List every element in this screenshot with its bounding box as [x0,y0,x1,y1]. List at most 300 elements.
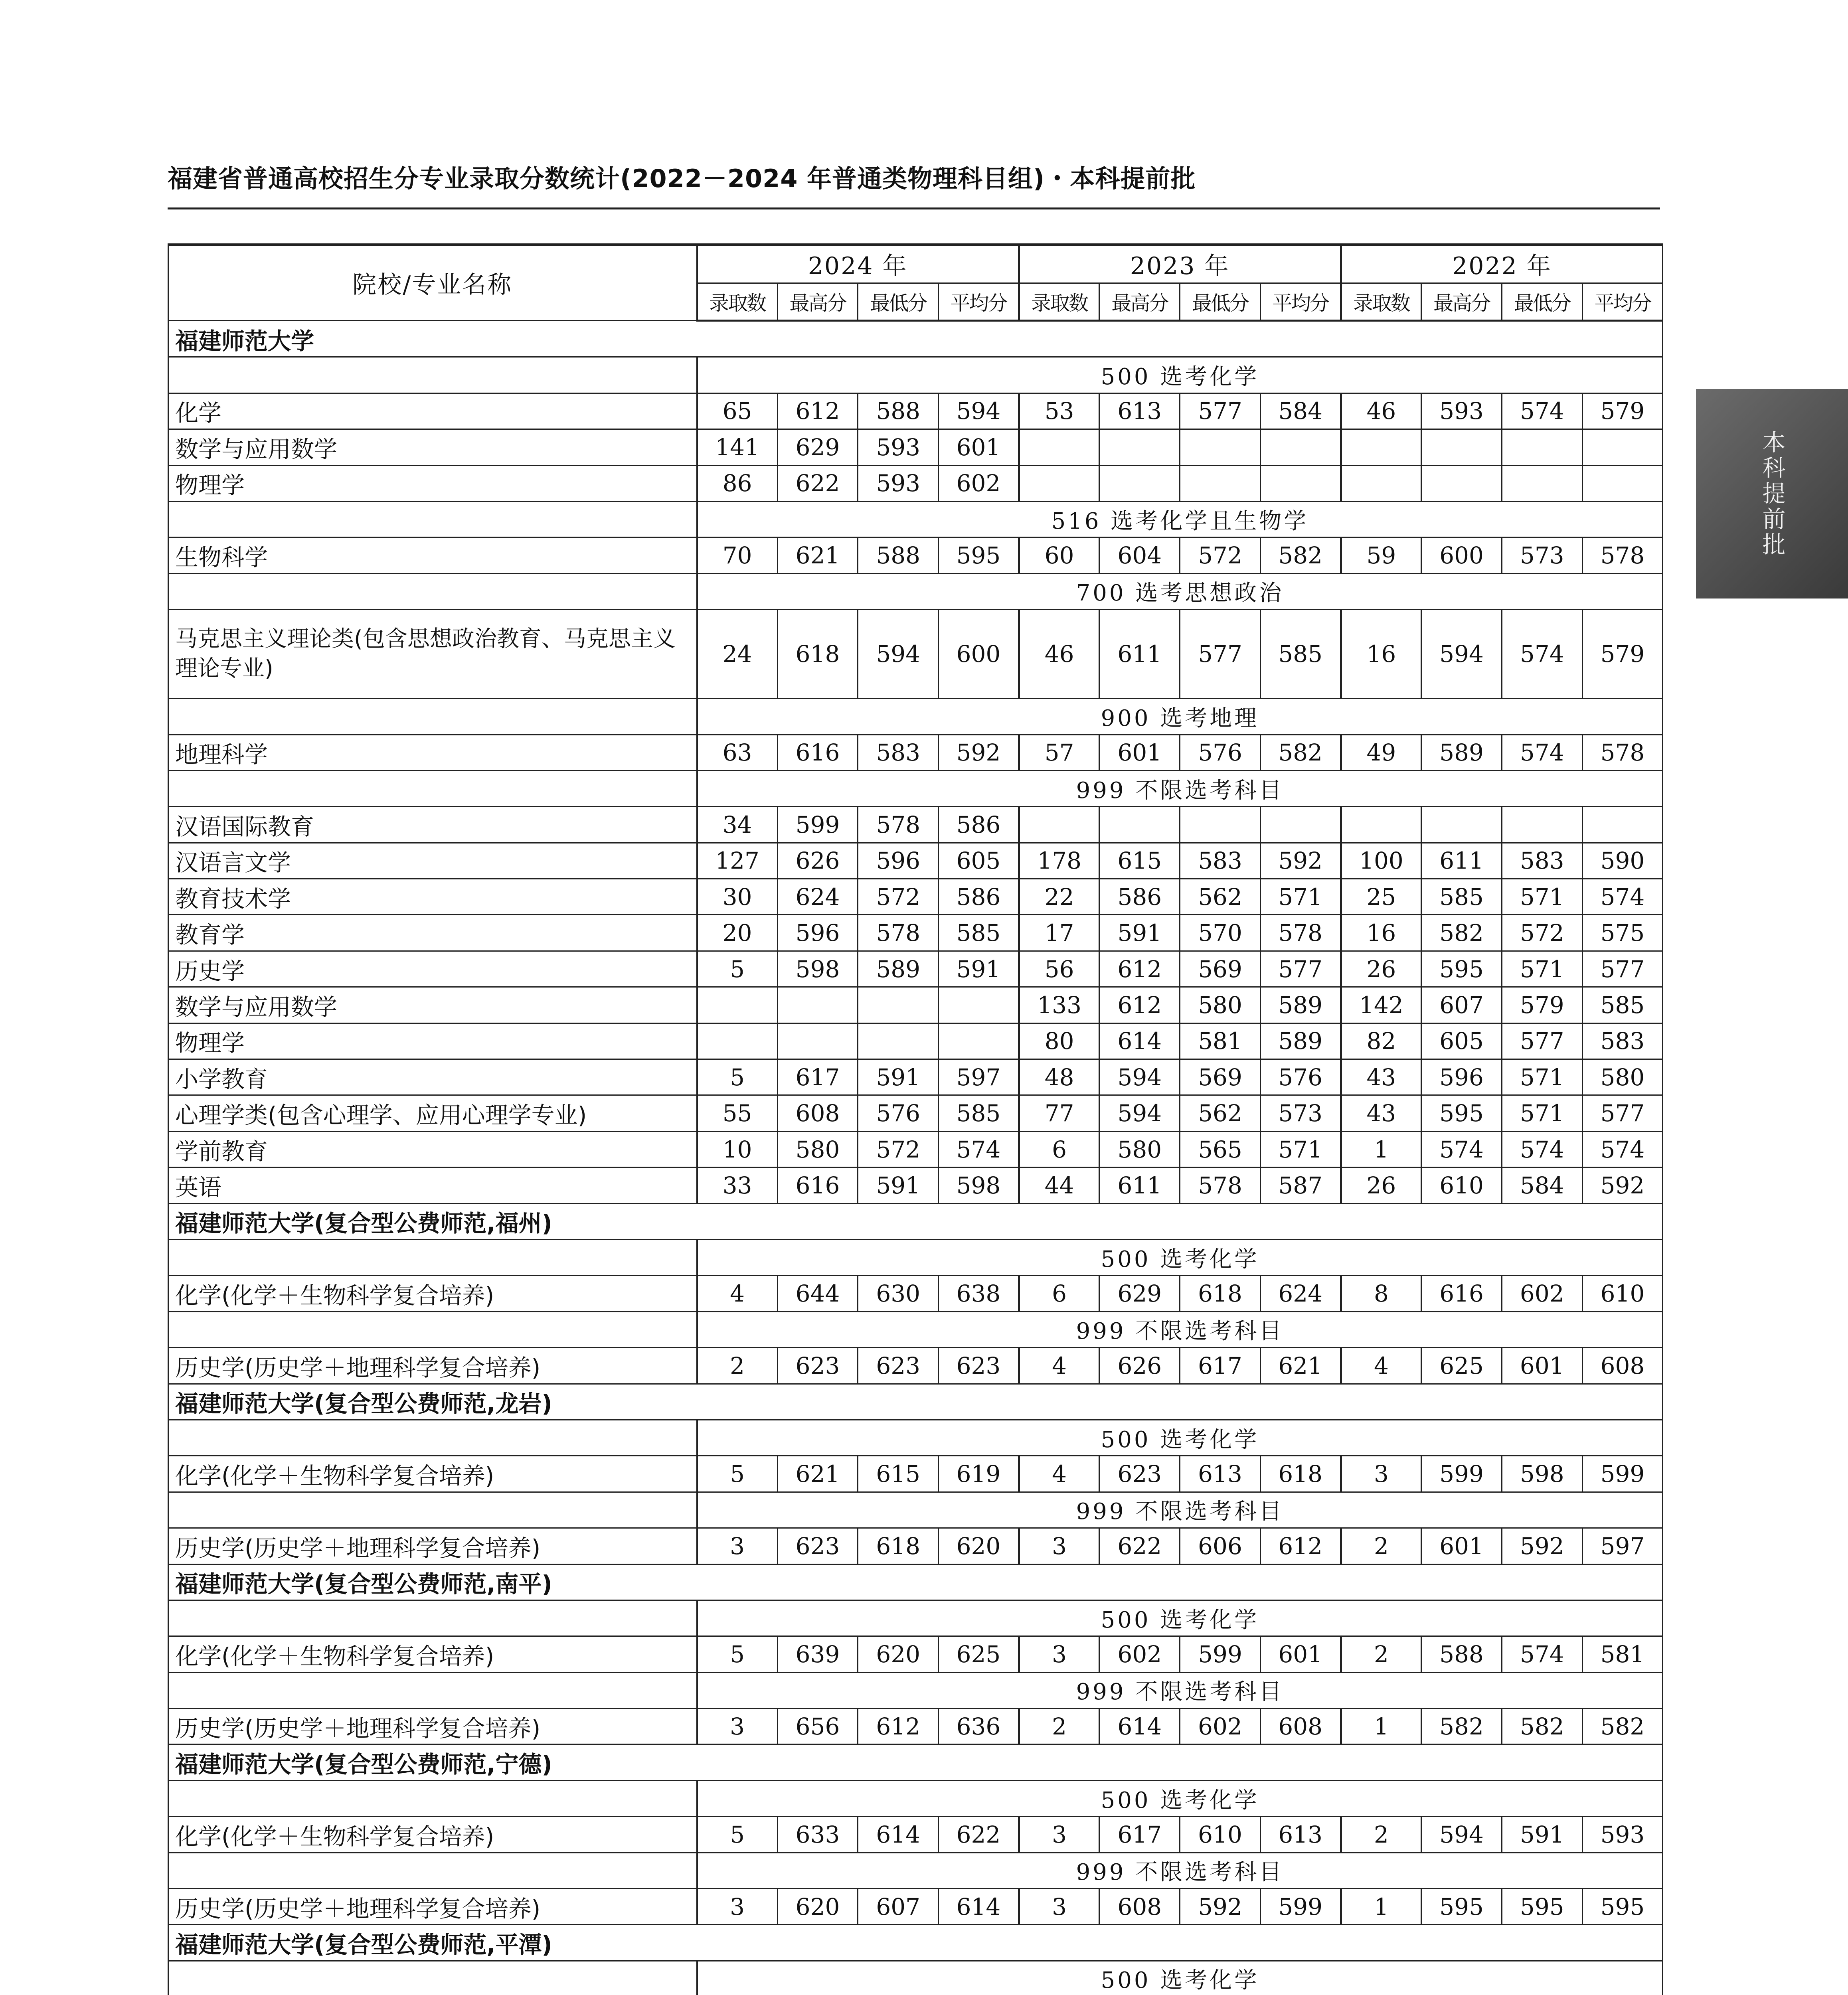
major-name: 物理学 [168,1023,697,1059]
max-score-cell: 588 [1421,1636,1502,1672]
requirement-blank-cell [168,1600,697,1636]
min-score-cell: 593 [858,465,939,501]
max-score-cell [1099,465,1180,501]
max-score-cell: 612 [777,393,858,429]
count-cell: 10 [697,1131,778,1167]
min-score-cell: 582 [1502,1709,1582,1744]
requirement-blank-cell [168,573,697,609]
min-score-cell: 574 [1502,735,1582,770]
major-name: 英语 [168,1167,697,1203]
min-score-cell: 571 [1502,879,1582,915]
subject-requirement: 500 选考化学 [697,1239,1663,1275]
requirement-blank-cell [168,770,697,806]
table-row [168,735,1663,770]
min-score-cell [1502,807,1582,843]
avg-score-cell: 591 [939,951,1019,987]
year-header-2022: 2022 年 [1341,245,1663,283]
avg-score-cell: 571 [1260,879,1341,915]
count-cell: 44 [1019,1167,1099,1203]
major-name: 历史学(历史学＋地理科学复合培养) [168,1889,697,1925]
avg-score-cell: 601 [1260,1636,1341,1672]
table-row [168,1889,1663,1925]
max-score-cell: 596 [1421,1059,1502,1095]
count-cell: 3 [697,1709,778,1744]
school-header-row [168,1744,1663,1780]
count-cell: 100 [1341,843,1421,879]
count-cell: 22 [1019,879,1099,915]
min-score-cell: 569 [1180,951,1261,987]
subject-requirement: 999 不限选考科目 [697,1672,1663,1708]
avg-score-cell: 589 [1260,1023,1341,1059]
avg-score-cell: 598 [939,1167,1019,1203]
count-cell [1341,465,1421,501]
min-score-cell: 577 [1180,610,1261,699]
avg-score-cell: 585 [939,915,1019,951]
table-row [168,987,1663,1023]
table-row [168,1456,1663,1492]
min-score-cell: 588 [858,393,939,429]
subject-requirement: 999 不限选考科目 [697,1853,1663,1888]
avg-score-cell: 573 [1260,1095,1341,1131]
avg-score-cell [1260,807,1341,843]
count-cell: 17 [1019,915,1099,951]
min-score-cell: 610 [1180,1817,1261,1853]
table-row [168,951,1663,987]
min-score-cell: 595 [1502,1889,1582,1925]
min-score-cell: 569 [1180,1059,1261,1095]
avg-score-cell: 621 [1260,1348,1341,1384]
count-cell [1341,807,1421,843]
year-header-2023: 2023 年 [1019,245,1341,283]
avg-score-cell: 585 [1582,987,1663,1023]
count-cell: 20 [697,915,778,951]
min-score-cell: 577 [1180,393,1261,429]
avg-score-cell: 599 [1260,1889,1341,1925]
major-name: 生物科学 [168,537,697,573]
max-score-cell: 601 [1421,1528,1502,1564]
major-name: 数学与应用数学 [168,429,697,465]
max-score-cell: 615 [1099,843,1180,879]
table-row [168,465,1663,501]
min-score-cell: 571 [1502,1059,1582,1095]
count-cell: 3 [697,1889,778,1925]
min-score-cell: 592 [1502,1528,1582,1564]
max-score-cell [1421,429,1502,465]
max-score-cell: 601 [1099,735,1180,770]
avg-score-cell: 590 [1582,843,1663,879]
avg-score-cell: 624 [1260,1276,1341,1312]
subject-requirement-row [168,1239,1663,1275]
max-score-cell: 610 [1421,1167,1502,1203]
school-header-row [168,1384,1663,1420]
subject-requirement: 500 选考化学 [697,1961,1663,1995]
subject-requirement-row [168,1780,1663,1816]
max-score-cell: 623 [777,1348,858,1384]
table-row [168,843,1663,879]
avg-score-cell: 574 [939,1131,1019,1167]
min-score-cell: 613 [1180,1456,1261,1492]
school-header-row [168,321,1663,357]
min-score-cell: 593 [858,429,939,465]
count-cell: 70 [697,537,778,573]
avg-score-cell: 579 [1582,393,1663,429]
table-row [168,393,1663,429]
avg-score-cell: 581 [1582,1636,1663,1672]
major-name: 马克思主义理论类(包含思想政治教育、马克思主义理论专业) [168,610,697,699]
max-score-cell: 616 [777,1167,858,1203]
count-cell: 48 [1019,1059,1099,1095]
max-score-cell: 604 [1099,537,1180,573]
school-header-row [168,1564,1663,1600]
max-score-cell: 625 [1421,1348,1502,1384]
min-score-cell: 630 [858,1276,939,1312]
count-cell: 49 [1341,735,1421,770]
table-row [168,1709,1663,1744]
table-row [168,610,1663,699]
count-cell [1019,465,1099,501]
avg-score-cell: 571 [1260,1131,1341,1167]
count-cell [1019,429,1099,465]
max-score-cell: 626 [1099,1348,1180,1384]
avg-score-cell: 578 [1582,735,1663,770]
count-cell: 5 [697,1059,778,1095]
min-score-cell: 617 [1180,1348,1261,1384]
max-score-cell: 589 [1421,735,1502,770]
table-row [168,1131,1663,1167]
max-score-cell: 644 [777,1276,858,1312]
count-cell: 77 [1019,1095,1099,1131]
min-score-cell: 583 [858,735,939,770]
school-name: 福建师范大学(复合型公费师范,南平) [168,1564,1663,1600]
header-rule [168,207,1660,209]
count-cell: 16 [1341,915,1421,951]
min-score-cell: 581 [1180,1023,1261,1059]
sub-header-count: 录取数 [1019,283,1099,321]
count-cell: 65 [697,393,778,429]
min-score-cell [1502,465,1582,501]
min-score-cell: 572 [858,1131,939,1167]
count-cell: 53 [1019,393,1099,429]
avg-score-cell: 595 [1582,1889,1663,1925]
count-cell: 63 [697,735,778,770]
min-score-cell [858,987,939,1023]
page-header-title: 福建省普通高校招生分专业录取分数统计(2022－2024 年普通类物理科目组)・本科提前批 [168,164,1196,193]
avg-score-cell: 619 [939,1456,1019,1492]
subject-requirement-row [168,770,1663,806]
min-score-cell: 606 [1180,1528,1261,1564]
requirement-blank-cell [168,501,697,537]
max-score-cell: 612 [1099,987,1180,1023]
min-score-cell: 565 [1180,1131,1261,1167]
min-score-cell: 599 [1180,1636,1261,1672]
count-cell: 6 [1019,1131,1099,1167]
major-name: 历史学(历史学＋地理科学复合培养) [168,1709,697,1744]
avg-score-cell [1582,429,1663,465]
count-cell: 178 [1019,843,1099,879]
table-row [168,1348,1663,1384]
major-name: 化学(化学＋生物科学复合培养) [168,1817,697,1853]
avg-score-cell: 595 [939,537,1019,573]
avg-score-cell: 576 [1260,1059,1341,1095]
min-score-cell: 576 [1180,735,1261,770]
max-score-cell: 617 [777,1059,858,1095]
major-name: 历史学(历史学＋地理科学复合培养) [168,1528,697,1564]
avg-score-cell: 584 [1260,393,1341,429]
avg-score-cell [1582,807,1663,843]
avg-score-cell: 586 [939,807,1019,843]
requirement-blank-cell [168,1672,697,1708]
subject-requirement: 999 不限选考科目 [697,770,1663,806]
count-cell: 57 [1019,735,1099,770]
avg-score-cell: 577 [1260,951,1341,987]
admission-score-table [168,243,1663,1995]
max-score-cell: 617 [1099,1817,1180,1853]
avg-score-cell: 592 [939,735,1019,770]
side-tab-label: 本科提前批 [1758,430,1786,558]
max-score-cell: 595 [1421,1889,1502,1925]
avg-score-cell: 636 [939,1709,1019,1744]
major-name: 历史学 [168,951,697,987]
subject-requirement: 500 选考化学 [697,357,1663,393]
max-score-cell: 595 [1421,1095,1502,1131]
count-cell: 25 [1341,879,1421,915]
min-score-cell: 576 [858,1095,939,1131]
avg-score-cell: 582 [1260,537,1341,573]
year-header-2024: 2024 年 [697,245,1019,283]
subject-requirement-row [168,1853,1663,1888]
avg-score-cell: 623 [939,1348,1019,1384]
count-cell: 4 [1019,1348,1099,1384]
count-cell: 5 [697,1456,778,1492]
count-cell: 46 [1341,393,1421,429]
count-cell: 34 [697,807,778,843]
avg-score-cell: 582 [1260,735,1341,770]
min-score-cell: 574 [1502,393,1582,429]
count-cell: 60 [1019,537,1099,573]
sub-header-avg: 平均分 [939,283,1019,321]
avg-score-cell: 577 [1582,951,1663,987]
min-score-cell: 607 [858,1889,939,1925]
max-score-cell: 613 [1099,393,1180,429]
count-cell: 3 [1341,1456,1421,1492]
min-score-cell: 578 [858,807,939,843]
major-name: 地理科学 [168,735,697,770]
max-score-cell: 639 [777,1636,858,1672]
major-name: 数学与应用数学 [168,987,697,1023]
count-cell: 127 [697,843,778,879]
min-score-cell: 571 [1502,951,1582,987]
count-cell [1341,429,1421,465]
major-name: 小学教育 [168,1059,697,1095]
min-score-cell [1180,807,1261,843]
min-score-cell [1180,429,1261,465]
min-score-cell: 580 [1180,987,1261,1023]
min-score-cell: 572 [1180,537,1261,573]
sub-header-avg: 平均分 [1582,283,1663,321]
max-score-cell [1421,807,1502,843]
avg-score-cell: 625 [939,1636,1019,1672]
min-score-cell: 601 [1502,1348,1582,1384]
max-score-cell: 608 [1099,1889,1180,1925]
min-score-cell [1502,429,1582,465]
sub-header-max: 最高分 [777,283,858,321]
max-score-cell: 614 [1099,1023,1180,1059]
count-cell: 46 [1019,610,1099,699]
max-score-cell: 611 [1421,843,1502,879]
count-cell: 26 [1341,951,1421,987]
max-score-cell: 633 [777,1817,858,1853]
count-cell: 133 [1019,987,1099,1023]
subject-requirement: 500 选考化学 [697,1420,1663,1456]
count-cell: 2 [697,1348,778,1384]
min-score-cell: 614 [858,1817,939,1853]
avg-score-cell: 612 [1260,1528,1341,1564]
count-cell: 6 [1019,1276,1099,1312]
avg-score-cell: 608 [1260,1709,1341,1744]
count-cell: 3 [1019,1528,1099,1564]
avg-score-cell: 594 [939,393,1019,429]
major-name: 汉语言文学 [168,843,697,879]
avg-score-cell: 622 [939,1817,1019,1853]
min-score-cell: 591 [1502,1817,1582,1853]
min-score-cell: 591 [858,1167,939,1203]
min-score-cell: 623 [858,1348,939,1384]
max-score-cell: 611 [1099,610,1180,699]
avg-score-cell [939,1023,1019,1059]
count-cell: 33 [697,1167,778,1203]
count-cell [697,987,778,1023]
count-cell [1019,807,1099,843]
max-score-cell: 591 [1099,915,1180,951]
avg-score-cell [1260,429,1341,465]
school-header-row [168,1925,1663,1961]
subject-requirement-row [168,1312,1663,1347]
count-cell: 59 [1341,537,1421,573]
max-score-cell [1099,807,1180,843]
avg-score-cell [1260,465,1341,501]
table-row [168,537,1663,573]
max-score-cell: 580 [777,1131,858,1167]
subject-requirement-row [168,1961,1663,1995]
avg-score-cell: 601 [939,429,1019,465]
count-cell: 2 [1341,1528,1421,1564]
min-score-cell: 583 [1502,843,1582,879]
avg-score-cell [939,987,1019,1023]
major-name: 历史学(历史学＋地理科学复合培养) [168,1348,697,1384]
column-header-school-major: 院校/专业名称 [168,245,697,321]
max-score-cell [1099,429,1180,465]
subject-requirement: 500 选考化学 [697,1600,1663,1636]
count-cell: 43 [1341,1095,1421,1131]
min-score-cell: 562 [1180,879,1261,915]
avg-score-cell: 578 [1582,537,1663,573]
sub-header-count: 录取数 [1341,283,1421,321]
score-table-container [168,243,1662,1995]
min-score-cell: 583 [1180,843,1261,879]
avg-score-cell: 610 [1582,1276,1663,1312]
major-name: 学前教育 [168,1131,697,1167]
max-score-cell: 624 [777,879,858,915]
min-score-cell: 618 [858,1528,939,1564]
count-cell: 4 [1019,1456,1099,1492]
max-score-cell: 594 [1421,1817,1502,1853]
min-score-cell [858,1023,939,1059]
min-score-cell: 578 [1180,1167,1261,1203]
max-score-cell: 616 [777,735,858,770]
max-score-cell: 599 [777,807,858,843]
max-score-cell: 622 [777,465,858,501]
requirement-blank-cell [168,1961,697,1995]
table-row [168,1059,1663,1095]
max-score-cell: 607 [1421,987,1502,1023]
sub-header-min: 最低分 [858,283,939,321]
min-score-cell: 584 [1502,1167,1582,1203]
max-score-cell: 585 [1421,879,1502,915]
subject-requirement-row [168,699,1663,735]
count-cell: 5 [697,1636,778,1672]
count-cell: 5 [697,1817,778,1853]
avg-score-cell: 574 [1582,879,1663,915]
min-score-cell: 579 [1502,987,1582,1023]
requirement-blank-cell [168,1420,697,1456]
major-name: 化学(化学＋生物科学复合培养) [168,1456,697,1492]
max-score-cell: 595 [1421,951,1502,987]
max-score-cell: 622 [1099,1528,1180,1564]
min-score-cell: 591 [858,1059,939,1095]
count-cell: 56 [1019,951,1099,987]
max-score-cell: 600 [1421,537,1502,573]
table-row [168,915,1663,951]
max-score-cell: 580 [1099,1131,1180,1167]
count-cell: 30 [697,879,778,915]
count-cell: 86 [697,465,778,501]
count-cell: 141 [697,429,778,465]
avg-score-cell: 577 [1582,1095,1663,1131]
max-score-cell: 618 [777,610,858,699]
count-cell: 3 [697,1528,778,1564]
count-cell: 16 [1341,610,1421,699]
min-score-cell: 571 [1502,1095,1582,1131]
count-cell: 2 [1341,1817,1421,1853]
avg-score-cell: 580 [1582,1059,1663,1095]
requirement-blank-cell [168,1853,697,1888]
subject-requirement-row [168,573,1663,609]
avg-score-cell: 614 [939,1889,1019,1925]
max-score-cell: 594 [1421,610,1502,699]
section-side-tab [1696,389,1848,598]
min-score-cell: 589 [858,951,939,987]
table-row [168,1095,1663,1131]
avg-score-cell: 592 [1582,1167,1663,1203]
requirement-blank-cell [168,699,697,735]
sub-header-min: 最低分 [1180,283,1261,321]
major-name: 教育学 [168,915,697,951]
avg-score-cell: 589 [1260,987,1341,1023]
avg-score-cell: 600 [939,610,1019,699]
max-score-cell: 621 [777,537,858,573]
requirement-blank-cell [168,357,697,393]
count-cell: 1 [1341,1889,1421,1925]
max-score-cell: 599 [1421,1456,1502,1492]
count-cell: 82 [1341,1023,1421,1059]
max-score-cell: 620 [777,1889,858,1925]
min-score-cell: 574 [1502,610,1582,699]
min-score-cell: 570 [1180,915,1261,951]
min-score-cell: 618 [1180,1276,1261,1312]
subject-requirement: 999 不限选考科目 [697,1312,1663,1347]
avg-score-cell: 592 [1260,843,1341,879]
subject-requirement: 700 选考思想政治 [697,573,1663,609]
